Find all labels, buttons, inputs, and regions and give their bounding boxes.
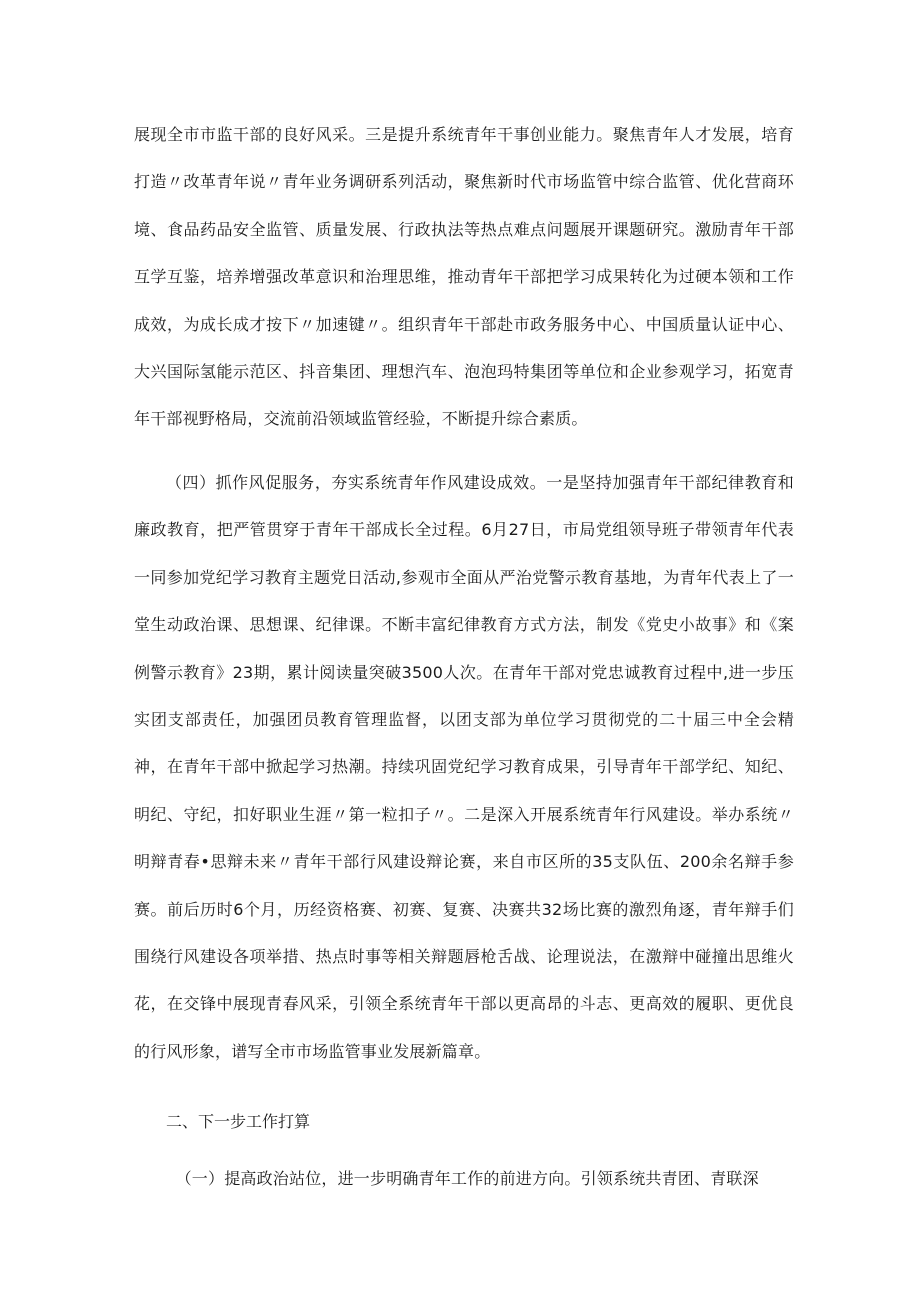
section-heading: 二、下一步工作打算	[166, 1112, 311, 1131]
body-paragraph: （四）抓作风促服务，夯实系统青年作风建设成效。一是坚持加强青年干部纪律教育和廉政教育，把严管贯穿于青年干部成长全过程。6月27日，市局党组领导班子带领青年代表一同参加党纪学习教育主题党日活动,参观市全面从严治党警示教育基地，为青年代表上了一堂生动政治课、思想课、纪律课。不断丰富纪律教育方式方法，制发《党史小故事》和《案例警示教育》23期，累计阅读量突破3500人次。在青年干部对党忠诚教育过程中,进一步压实团支部责任，加强团员教育管理监督，以团支部为单位学习贯彻党的二十届三中全会精神，在青年干部中掀起学习热潮。持续巩固党纪学习教育成果，引导青年干部学纪、知纪、明纪、守纪，扣好职业生涯〃第一粒扣子〃。二是深入开展系统青年行风建设。举办系统〃明辩青春•思辩未来〃青年干部行风建设辩论赛，来自市区所的35支队伍、200余名辩手参赛。前后历时6个月，历经资格赛、初赛、复赛、决赛共32场比赛的激烈角逐，青年辩手们围绕行风建设各项举措、热点时事等相关辩题唇枪舌战、论理说法，在激辩中碰撞出思维火花，在交锋中展现青春风采，引领全系统青年干部以更高昂的斗志、更高效的履职、更优良的行风形象，谱写全市市场监管事业发展新篇章。	[134, 473, 794, 1061]
body-paragraph: 展现全市市监干部的良好风采。三是提升系统青年干事创业能力。聚焦青年人才发展，培育打造〃改革青年说〃青年业务调研系列活动，聚焦新时代市场监管中综合监管、优化营商环境、食品药品安全监管、质量发展、行政执法等热点难点问题展开课题研究。激励青年干部互学互鉴，培养增强改革意识和治理思维，推动青年干部把学习成果转化为过硬本领和工作成效，为成长成才按下〃加速键〃。组织青年干部赴市政务服务中心、中国质量认证中心、大兴国际氢能示范区、抖音集团、理想汽车、泡泡玛特集团等单位和企业参观学习，拓宽青年干部视野格局，交流前沿领域监管经验，不断提升综合素质。	[134, 125, 794, 429]
body-paragraph: （一）提高政治站位，进一步明确青年工作的前进方向。引领系统共青团、青联深	[175, 1169, 759, 1188]
